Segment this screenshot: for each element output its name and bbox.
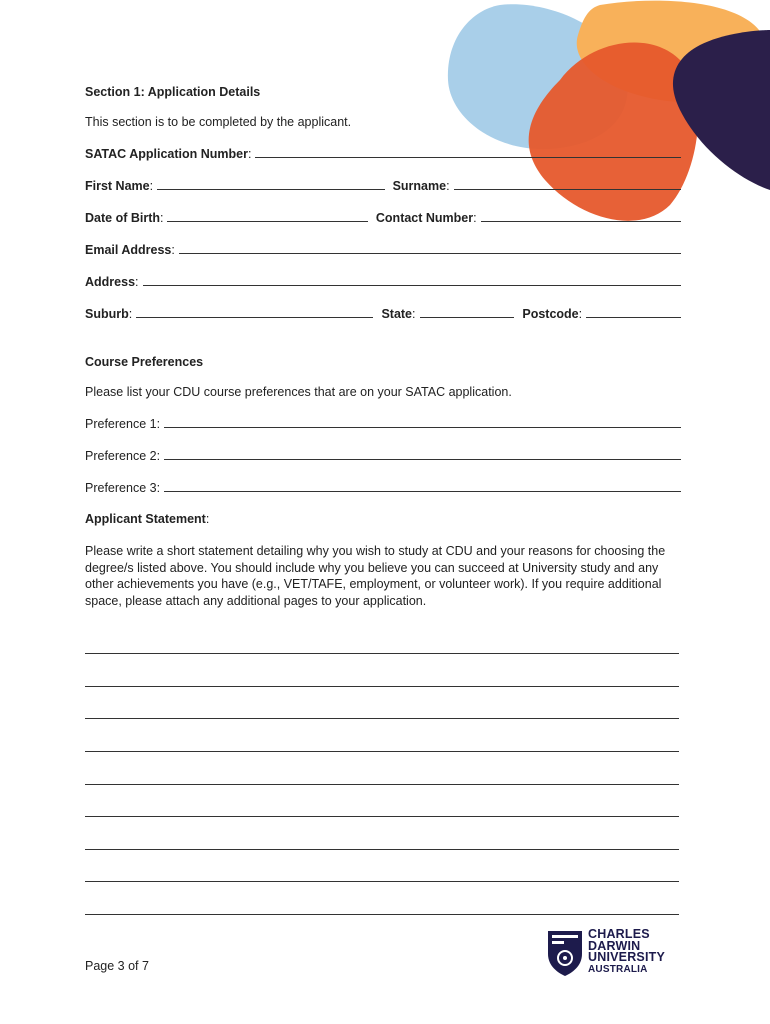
statement-line[interactable] — [85, 750, 679, 752]
address-label: Address — [85, 275, 136, 289]
cdu-wordmark — [588, 929, 665, 975]
statement-line[interactable] — [85, 880, 679, 882]
form-content — [85, 85, 685, 609]
logo-line: DARWIN — [588, 938, 641, 953]
address-field[interactable] — [143, 274, 681, 286]
suburb-label: Suburb — [85, 307, 129, 321]
first-name-field[interactable] — [157, 178, 384, 190]
contact-number-label: Contact Number — [375, 211, 474, 225]
email-row: Email Address : — [85, 242, 685, 257]
satac-number-row: SATAC Application Number : — [85, 146, 685, 161]
state-label: State — [381, 307, 413, 321]
contact-number-field[interactable] — [481, 210, 681, 222]
statement-title-row: Applicant Statement : — [85, 512, 210, 526]
satac-number-label: SATAC Application Number — [85, 147, 248, 161]
statement-line[interactable] — [85, 717, 679, 719]
preference-field[interactable] — [164, 448, 681, 460]
email-label: Email Address — [85, 243, 172, 257]
preference-field[interactable] — [164, 416, 681, 428]
statement-line[interactable] — [85, 783, 679, 785]
page-number: Page 3 of 7 — [85, 959, 149, 973]
preference-label: Preference 1 — [85, 417, 157, 431]
preference-label: Preference 3 — [85, 481, 157, 495]
statement-line[interactable] — [85, 913, 679, 915]
surname-label: Surname — [392, 179, 447, 193]
address-row: Address : — [85, 274, 685, 289]
statement-title: Applicant Statement — [85, 512, 206, 526]
logo-line: AUSTRALIA — [588, 963, 648, 975]
preference-row: Preference 1 : — [85, 416, 685, 431]
section-title: Section 1: Application Details — [85, 85, 261, 99]
preference-field[interactable] — [164, 480, 681, 492]
logo-line: CHARLES — [588, 927, 650, 941]
preferences-intro: Please list your CDU course preferences that are on your SATAC application. — [85, 385, 512, 399]
postcode-label: Postcode — [522, 307, 579, 321]
suburb-row: Suburb : State : Postcode : — [85, 306, 685, 321]
preference-row: Preference 3 : — [85, 480, 685, 495]
section-intro: This section is to be completed by the applicant. — [85, 115, 352, 129]
postcode-field[interactable] — [586, 306, 681, 318]
surname-field[interactable] — [454, 178, 681, 190]
preference-row: Preference 2 : — [85, 448, 685, 463]
dob-label: Date of Birth — [85, 211, 160, 225]
satac-number-field[interactable] — [255, 146, 681, 158]
email-field[interactable] — [179, 242, 681, 254]
first-name-label: First Name — [85, 179, 150, 193]
preferences-title: Course Preferences — [85, 355, 204, 369]
dob-field[interactable] — [167, 210, 367, 222]
preference-label: Preference 2 — [85, 449, 157, 463]
statement-instructions: Please write a short statement detailing why you wish to study at CDU and your reasons for choosing the degree/s listed above. You should include why you believe you can succeed at University study and any other achievements you have (e.g., VET/TAFE, employment, or volunteer work). If you require additional space, please attach any additional pages to your application. — [85, 544, 666, 608]
statement-line[interactable] — [85, 652, 679, 654]
state-field[interactable] — [420, 306, 515, 318]
logo-line: UNIVERSITY — [588, 950, 666, 964]
statement-line[interactable] — [85, 848, 679, 850]
name-row: First Name : Surname : — [85, 178, 685, 193]
statement-line[interactable] — [85, 815, 679, 817]
statement-line[interactable] — [85, 685, 679, 687]
suburb-field[interactable] — [136, 306, 373, 318]
dob-contact-row: Date of Birth : Contact Number : — [85, 210, 685, 225]
